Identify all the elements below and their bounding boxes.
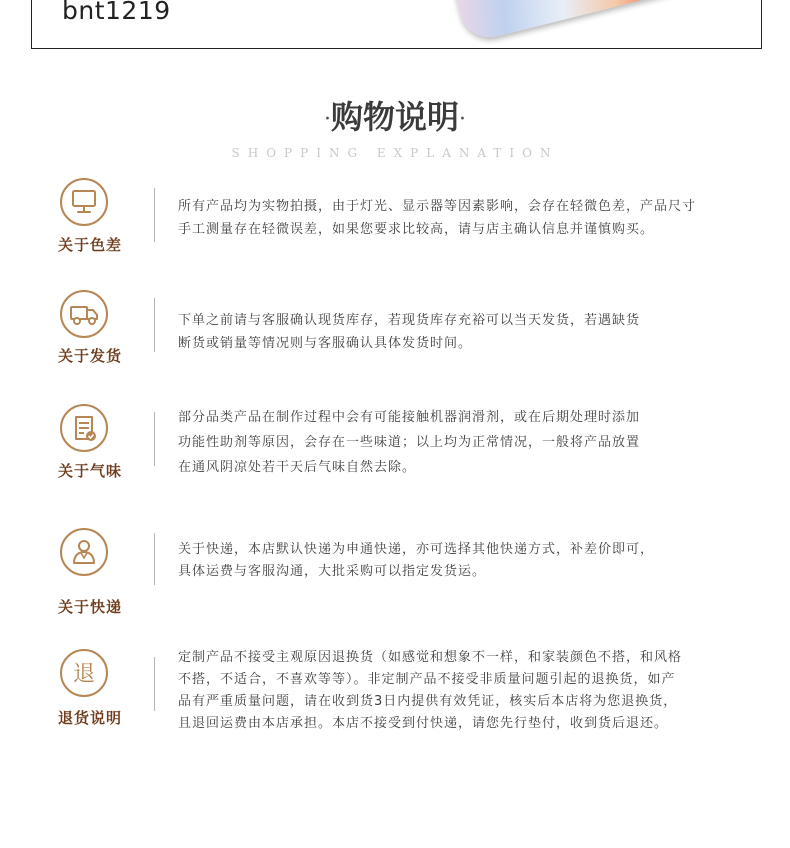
section-divider bbox=[154, 188, 155, 242]
text-line: 在通风阴凉处若干天后气味自然去除。 bbox=[178, 460, 417, 475]
section-text bbox=[178, 647, 768, 735]
section-divider bbox=[154, 298, 155, 352]
section-text bbox=[178, 195, 768, 241]
document-check-icon bbox=[60, 404, 108, 452]
page-title bbox=[0, 92, 790, 138]
section-label: 关于发货 bbox=[57, 347, 122, 365]
text-line: 关于快递，本店默认快递为申通快递，亦可选择其他快递方式，补差价即可， bbox=[178, 542, 655, 557]
text-line: 下单之前请与客服确认现货库存，若现货库存充裕可以当天发货，若遇缺货 bbox=[178, 313, 641, 328]
text-line: 断货或销量等情况则与客服确认具体发货时间。 bbox=[178, 336, 473, 351]
text-line: 且退回运费由本店承担。本店不接受到付快递，请您先行垫付，收到货后退还。 bbox=[178, 716, 669, 731]
text-line: 功能性助剂等原因，会存在一些味道；以上均为正常情况，一般将产品放置 bbox=[178, 435, 641, 450]
text-line: 所有产品均为实物拍摄，由于灯光、显示器等因素影响，会存在轻微色差，产品尺寸 bbox=[178, 199, 697, 214]
section-divider bbox=[154, 533, 155, 585]
courier-person-icon bbox=[60, 528, 108, 576]
text-line: 具体运费与客服沟通，大批采购可以指定发货运。 bbox=[178, 564, 487, 579]
monitor-icon bbox=[60, 178, 108, 226]
section-label: 关于色差 bbox=[57, 236, 122, 254]
section-label: 退货说明 bbox=[57, 709, 122, 727]
product-sku: bnt1219 bbox=[62, 0, 171, 25]
text-line: 定制产品不接受主观原因退换货（如感觉和想象不一样，和家装颜色不搭，和风格 bbox=[178, 650, 683, 665]
delivery-truck-icon bbox=[60, 290, 108, 338]
page-subtitle: SHOPPING EXPLANATION bbox=[231, 146, 559, 160]
title-dot-right: · bbox=[459, 107, 466, 132]
text-line: 手工测量存在轻微误差，如果您要求比较高，请与店主确认信息并谨慎购买。 bbox=[178, 222, 655, 237]
text-line: 品有严重质量问题，请在收到货3日内提供有效凭证，核实后本店将为您退换货， bbox=[178, 694, 678, 709]
product-banner bbox=[31, 0, 762, 49]
title-dot-left: · bbox=[323, 107, 331, 132]
section-divider bbox=[154, 412, 155, 466]
text-line: 部分品类产品在制作过程中会有可能接触机器润滑剂，或在后期处理时添加 bbox=[178, 410, 641, 425]
title-text: 购物说明 bbox=[330, 98, 459, 136]
product-image bbox=[443, 0, 700, 44]
section-text bbox=[178, 405, 768, 480]
section-text bbox=[178, 539, 768, 583]
section-label: 关于气味 bbox=[57, 462, 122, 480]
return-character-icon bbox=[60, 649, 108, 697]
section-divider bbox=[154, 657, 155, 711]
section-label: 关于快递 bbox=[57, 598, 122, 616]
text-line: 不搭，不适合，不喜欢等等）。非定制产品不接受非质量问题引起的退换货，如产 bbox=[178, 672, 676, 687]
section-text bbox=[178, 309, 768, 355]
return-icon-glyph: 退 bbox=[72, 662, 96, 687]
